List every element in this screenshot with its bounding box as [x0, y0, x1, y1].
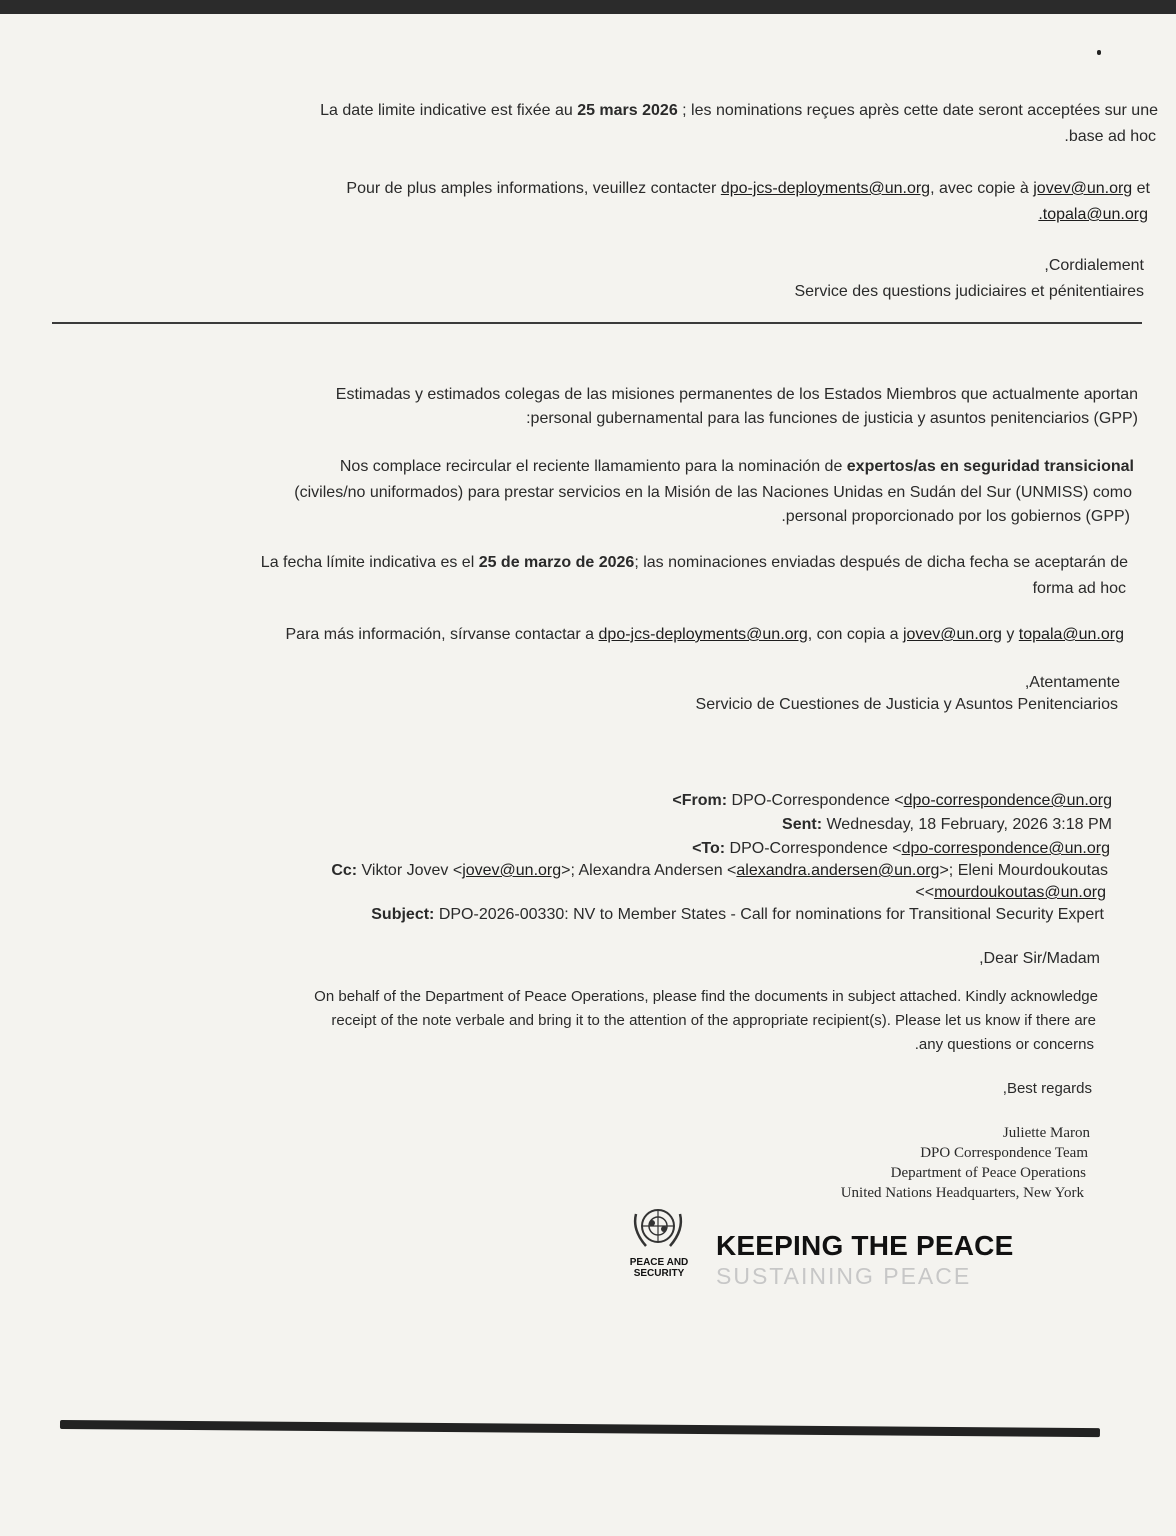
fr-deadline-line-1	[320, 100, 1158, 122]
email-from	[672, 790, 1112, 812]
en-body-line-2: receipt of the note verbale and bring it to the attention of the appropriate recipient(s). Please let us know if there are	[331, 1012, 1096, 1029]
fr-signature: Service des questions judiciaires et pénitentiaires	[794, 283, 1144, 300]
cc-line2-prefix: <<	[915, 884, 935, 901]
es-contact-text-3: y	[1001, 626, 1019, 643]
email-cc	[331, 860, 1108, 882]
emblem-label-line-1: PEACE AND	[629, 1257, 689, 1268]
fr-deadline-text-2: ; les nominations reçues après cette date seront acceptées sur une	[677, 102, 1158, 119]
fr-deadline-date: 25 mars 2026	[577, 102, 678, 119]
es-greeting-line-2: :personal gubernamental para las funciones de justicia y asuntos penitenciarios (GPP)	[526, 410, 1138, 427]
scan-bottom-edge	[60, 1420, 1100, 1437]
en-body-line-1: On behalf of the Department of Peace Operations, please find the documents in subject attached. Kindly acknowledge	[314, 988, 1098, 1005]
signature-name: Juliette Maron	[1002, 1125, 1090, 1141]
signature-department: Department of Peace Operations	[890, 1165, 1086, 1181]
email-link-from[interactable]: dpo-correspondence@un.org	[903, 792, 1112, 809]
email-sent	[782, 814, 1112, 836]
email-to	[692, 838, 1110, 860]
subject-label: Subject:	[371, 906, 435, 923]
email-link-topala-es[interactable]: topala@un.org	[1018, 626, 1124, 643]
es-greeting-line-1: Estimadas y estimados colegas de las misiones permanentes de los Estados Miembros que actualmente aportan	[335, 386, 1138, 403]
es-contact-line	[286, 624, 1125, 646]
email-subject	[371, 904, 1104, 926]
fr-contact-text-3: et	[1132, 180, 1150, 197]
cc-value-1: Viktor Jovev <	[357, 862, 463, 879]
es-contact-text: Para más información, sírvanse contactar a	[285, 626, 599, 643]
fr-contact-line-2	[1038, 204, 1148, 226]
cc-label: Cc:	[331, 862, 358, 879]
es-contact-text-2: , con copia a	[807, 626, 903, 643]
es-deadline-line-2: forma ad hoc	[1032, 580, 1126, 597]
fr-deadline-line-2: .base ad hoc	[1064, 128, 1156, 145]
slogan-sustaining-peace: SUSTAINING PEACE	[716, 1263, 972, 1289]
to-value: DPO-Correspondence <	[725, 840, 902, 857]
scan-top-edge	[0, 0, 1176, 14]
sent-label: Sent:	[782, 816, 823, 833]
fr-deadline-text: La date limite indicative est fixée au	[320, 102, 578, 119]
fr-contact-text-2: , avec copie à	[930, 180, 1034, 197]
email-link-jovev-es[interactable]: jovev@un.org	[902, 626, 1002, 643]
slogan-keeping-the-peace: KEEPING THE PEACE	[716, 1230, 1014, 1261]
from-label: <From:	[672, 792, 728, 809]
section-divider	[52, 322, 1142, 324]
es-deadline-text: La fecha límite indicativa es el	[260, 554, 479, 571]
es-recirc-line-1	[340, 456, 1134, 478]
es-recirc-line-2: (civiles/no uniformados) para prestar servicios en la Misión de las Naciones Unidas en Sudán del Sur (UNMISS) como	[294, 484, 1132, 501]
en-greeting: ,Dear Sir/Madam	[979, 950, 1100, 967]
signature-team: DPO Correspondence Team	[920, 1145, 1088, 1161]
emblem-label-line-2: SECURITY	[633, 1268, 685, 1279]
en-body-line-3: .any questions or concerns	[914, 1036, 1094, 1053]
fr-contact-line-1	[346, 178, 1150, 200]
es-deadline-date: 25 de marzo de 2026	[478, 554, 635, 571]
email-link-cc-andersen[interactable]: alexandra.andersen@un.org	[736, 862, 940, 879]
fr-closing: ,Cordialement	[1044, 257, 1144, 274]
email-link-dpo-jcs[interactable]: dpo-jcs-deployments@un.org	[720, 180, 931, 197]
signature-hq: United Nations Headquarters, New York	[840, 1185, 1084, 1201]
es-closing: ,Atentamente	[1024, 674, 1120, 691]
from-value: DPO-Correspondence <	[727, 792, 904, 809]
email-link-topala[interactable]: .topala@un.org	[1038, 206, 1148, 223]
email-link-cc-jovev[interactable]: jovev@un.org	[462, 862, 562, 879]
scan-speck	[1097, 50, 1101, 55]
es-deadline-text-2: ; las nominaciones enviadas después de dicha fecha se aceptarán de	[634, 554, 1128, 571]
email-link-to[interactable]: dpo-correspondence@un.org	[901, 840, 1110, 857]
es-recirc-line-3: .personal proporcionado por los gobiernos (GPP)	[781, 508, 1130, 525]
fr-contact-text: Pour de plus amples informations, veuillez contacter	[346, 180, 721, 197]
email-link-jovev[interactable]: jovev@un.org	[1033, 180, 1133, 197]
emblem-label	[614, 1257, 704, 1279]
es-recirc-text: Nos complace recircular el reciente llamamiento para la nominación de	[339, 458, 847, 475]
subject-value: DPO-2026-00330: NV to Member States - Call for nominations for Transitional Security Expert	[434, 906, 1104, 923]
es-signature: Servicio de Cuestiones de Justicia y Asuntos Penitenciarios	[695, 696, 1118, 713]
sent-value: Wednesday, 18 February, 2026 3:18 PM	[822, 816, 1112, 833]
email-cc-line-2	[915, 882, 1106, 904]
to-label: <To:	[692, 840, 726, 857]
es-recirc-bold: expertos/as en seguridad transicional	[846, 458, 1134, 475]
es-deadline-line-1	[261, 552, 1128, 574]
en-closing: ,Best regards	[1002, 1080, 1092, 1097]
cc-value-3: >; Eleni Mourdoukoutas	[939, 862, 1108, 879]
email-link-cc-mourdoukoutas[interactable]: mourdoukoutas@un.org	[934, 884, 1106, 901]
email-link-dpo-jcs-es[interactable]: dpo-jcs-deployments@un.org	[598, 626, 808, 643]
cc-value-2: >; Alexandra Andersen <	[561, 862, 737, 879]
